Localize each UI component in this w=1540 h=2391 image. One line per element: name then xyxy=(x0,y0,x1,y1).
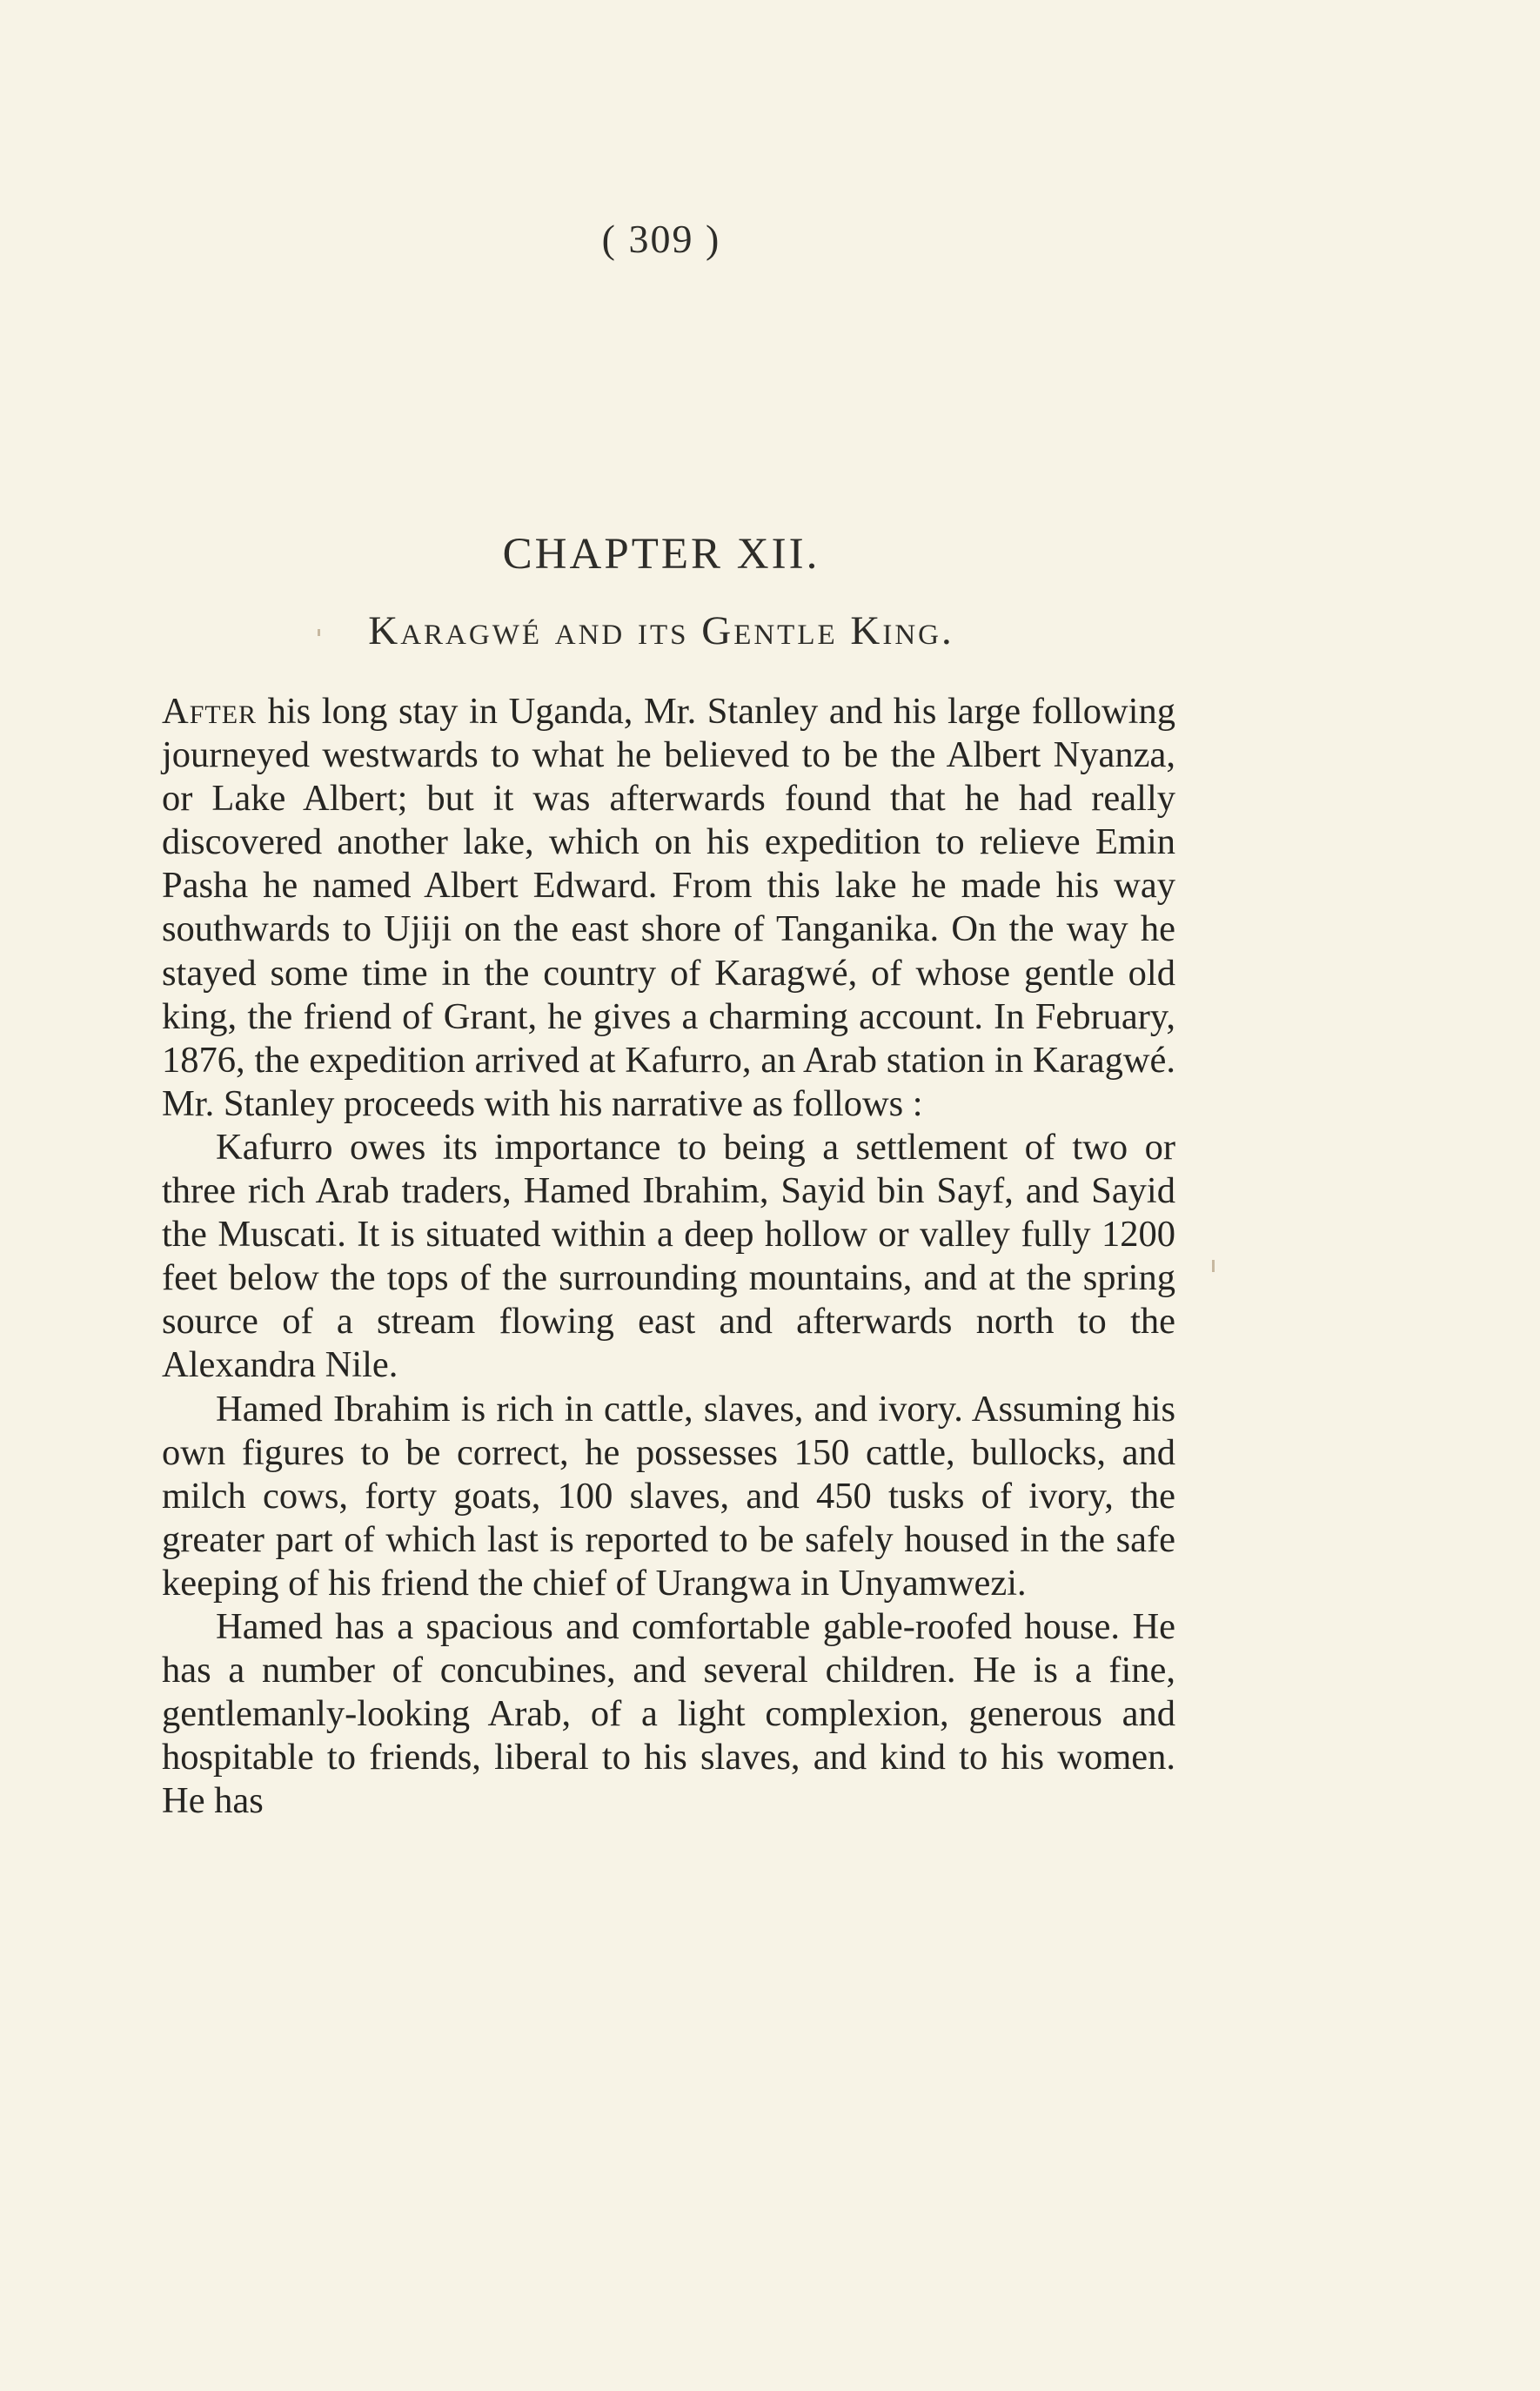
paragraph-2: Kafurro owes its importance to being a settlement of two or three rich Arab traders, Hamed Ibrahim, Sayid bin Sayf, and Sayid the Muscati. It is situated within a deep hollow or valley fully 1200 feet below the tops of the surrounding mountains, and at the spring source of a stream flowing east and afterwards north to the Alexandra Nile. xyxy=(162,1126,1175,1386)
chapter-subtitle: Karagwé and its Gentle King. xyxy=(368,608,954,653)
chapter-title: CHAPTER XII. xyxy=(502,530,820,579)
paragraph-1 xyxy=(162,690,1175,1126)
paragraph-lead-word: After xyxy=(162,691,258,732)
paragraph-3: Hamed Ibrahim is rich in cattle, slaves, and ivory. Assuming his own figures to be correct, he possesses 150 cattle, bullocks, and milch cows, forty goats, 100 slaves, and 450 tusks of ivory, the greater part of which last is reported to be safely housed in the safe keeping of his friend the chief of Urangwa in Unyamwezi. xyxy=(162,1388,1175,1604)
paragraph-text: his long stay in Uganda, Mr. Stanley and his large following journeyed westwards to what he believed to be the Albert Nyanza, or Lake Albert; but it was afterwards found that he had really discovered another lake, which on his expedition to relieve Emin Pasha he named Albert Edward. From this lake he made his way southwards to Ujiji on the east shore of Tanganika. On the way he stayed some time in the country of Karagwé, of whose gentle old king, the friend of Grant, he gives a charming account. In February, 1876, the expedition arrived at Kafurro, an Arab station in Karagwé. Mr. Stanley proceeds with his narrative as follows : xyxy=(162,691,1175,1124)
paragraph-4: Hamed has a spacious and comfortable gable-roofed house. He has a number of concubines, and several children. He is a fine, gentlemanly-looking Arab, of a light complexion, generous and hospitable to friends, liberal to his slaves, and kind to his women. He has xyxy=(162,1605,1175,1822)
print-mark xyxy=(1212,1260,1215,1272)
page-number: ( 309 ) xyxy=(601,217,721,261)
body-text xyxy=(162,690,1175,1823)
